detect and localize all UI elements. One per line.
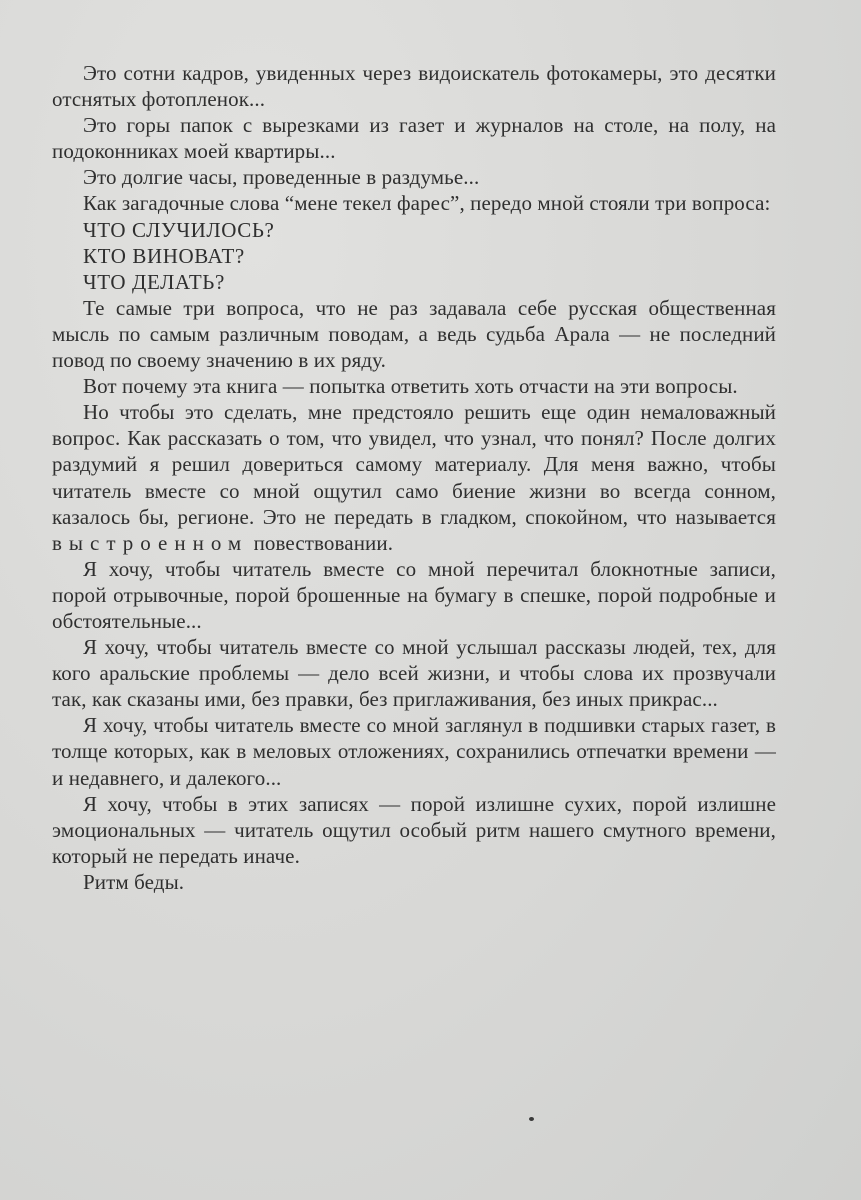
- question-what-happened: ЧТО СЛУЧИЛОСЬ?: [83, 217, 275, 242]
- paragraph-how-to-tell: [52, 399, 776, 556]
- paragraph-questions-intro: Как загадочные слова “мене текел фарес”, передо мной стояли три вопроса:: [83, 191, 771, 216]
- paragraph-hours: Это долгие часы, проведенные в раздумье...: [83, 165, 480, 190]
- ink-speck: [529, 1117, 534, 1121]
- paragraph-rhythm-of-trouble: Ритм беды.: [83, 869, 185, 894]
- question-what-to-do: ЧТО ДЕЛАТЬ?: [83, 269, 225, 294]
- paragraph-rhythm: Я хочу, чтобы в этих записях — порой излишне сухих, порой излишне эмоциональных — читатель ощутил особый ритм нашего смутного времени, который не передать иначе.: [52, 791, 776, 868]
- paragraph-frames: Это сотни кадров, увиденных через видоискатель фотокамеры, это десятки отснятых фотопленок...: [52, 61, 776, 112]
- question-who-is-guilty: КТО ВИНОВАТ?: [83, 243, 245, 268]
- paragraph-three-questions: Те самые три вопроса, что не раз задавала себе русская общественная мысль по самым различным поводам, а ведь судьба Арала — не последний повод по своему значению в их ряду.: [52, 295, 776, 373]
- paragraph-stories: Я хочу, чтобы читатель вместе со мной услышал рассказы людей, тех, для кого аральские проблемы — дело всей жизни, и чтобы слова их прозвучали так, как сказаны ими, без правки, без приглаживания, без иных прикрас...: [52, 635, 776, 712]
- book-page-text: [52, 60, 776, 895]
- paragraph-folders: Это горы папок с вырезками из газет и журналов на столе, на полу, на подоконниках моей квартиры...: [52, 113, 776, 164]
- paragraph-book-purpose: Вот почему эта книга — попытка ответить хоть отчасти на эти вопросы.: [83, 374, 738, 399]
- spaced-emphasis-word: выстроенном: [52, 530, 249, 555]
- paragraph-how-to-tell-tail: повествовании.: [248, 530, 394, 555]
- paragraph-newspapers: Я хочу, чтобы читатель вместе со мной заглянул в подшивки старых газет, в толще которых, как в меловых отложениях, сохранились отпечатки времени — и недавнего, и далекого...: [52, 713, 776, 790]
- paragraph-notebook: Я хочу, чтобы читатель вместе со мной перечитал блокнотные записи, порой отрывочные, порой брошенные на бумагу в спешке, порой подробные и обстоятельные...: [52, 556, 776, 633]
- paragraph-how-to-tell-text: Но чтобы это сделать, мне предстояло решить еще один немаловажный вопрос. Как рассказать о том, что увидел, что узнал, что понял? После долгих раздумий я решил довериться самому материалу. Для меня важно, чтобы читатель вместе со мной ощутил само биение жизни во всегда сонном, казалось бы, регионе. Это не передать в гладком, спокойном, что называется: [52, 400, 776, 529]
